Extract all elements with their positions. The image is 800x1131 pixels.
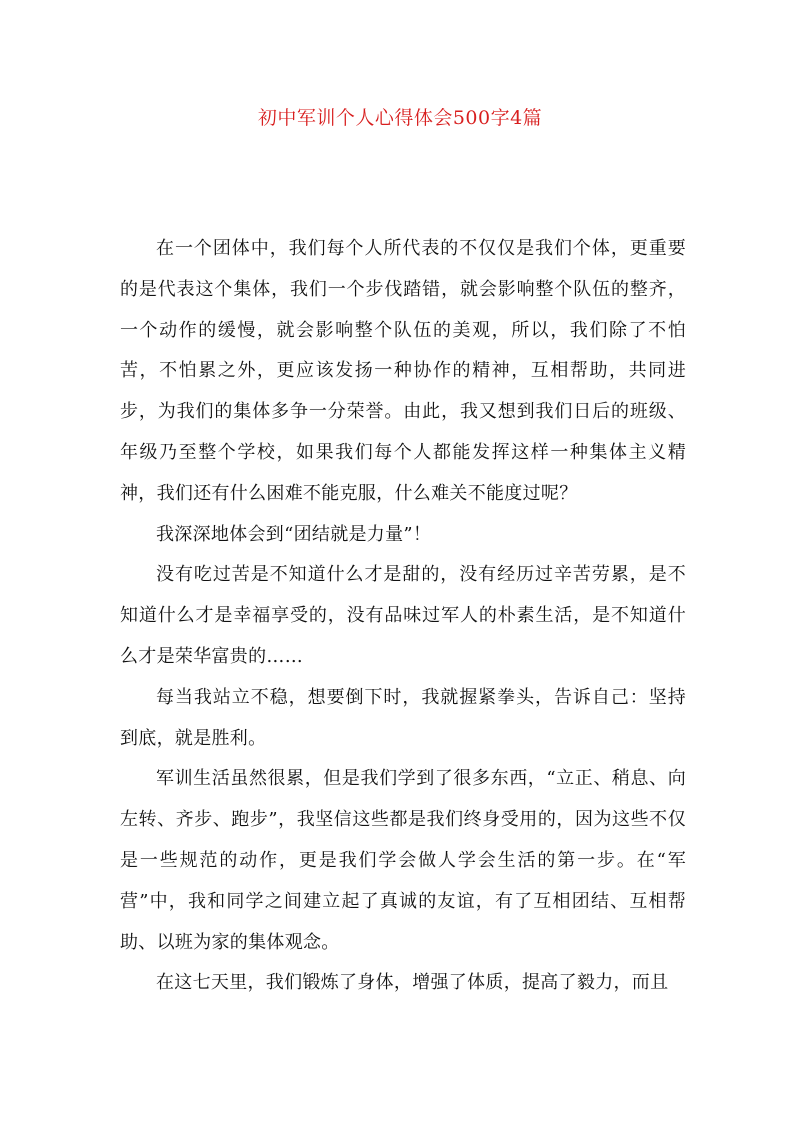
paragraph-6: 在这七天里，我们锻炼了身体，增强了体质，提高了毅力，而且: [156, 972, 669, 994]
page-title: 初中军训个人心得体会500字4篇: [257, 107, 543, 129]
paragraph-5: 军训生活虽然很累，但是我们学到了很多东西，“立正、稍息、向左转、齐步、跑步”，我坚信这些都是我们终身受用的，因为这些不仅是一些规范的动作，更是我们学会做人学会生活的第一步。在“军营”中，我和同学之间建立起了真诚的友谊，有了互相团结、互相帮助、以班为家的集体观念。: [120, 768, 686, 953]
paragraph-3: 没有吃过苦是不知道什么才是甜的，没有经历过辛苦劳累，是不知道什么才是幸福享受的，没有品味过军人的朴素生活，是不知道什么才是荣华富贵的……: [120, 564, 686, 667]
paragraph-2: 我深深地体会到“团结就是力量”！: [156, 523, 432, 545]
article-body: [120, 229, 686, 1004]
paragraph-4: 每当我站立不稳，想要倒下时，我就握紧拳头，告诉自己：坚持到底，就是胜利。: [120, 686, 686, 749]
paragraph-1: 在一个团体中，我们每个人所代表的不仅仅是我们个体，更重要的是代表这个集体，我们一个步伐踏错，就会影响整个队伍的整齐，一个动作的缓慢，就会影响整个队伍的美观，所以，我们除了不怕苦，不怕累之外，更应该发扬一种协作的精神，互相帮助，共同进步，为我们的集体多争一分荣誉。由此，我又想到我们日后的班级、年级乃至整个学校，如果我们每个人都能发挥这样一种集体主义精神，我们还有什么困难不能克服，什么难关不能度过呢？: [120, 238, 686, 504]
